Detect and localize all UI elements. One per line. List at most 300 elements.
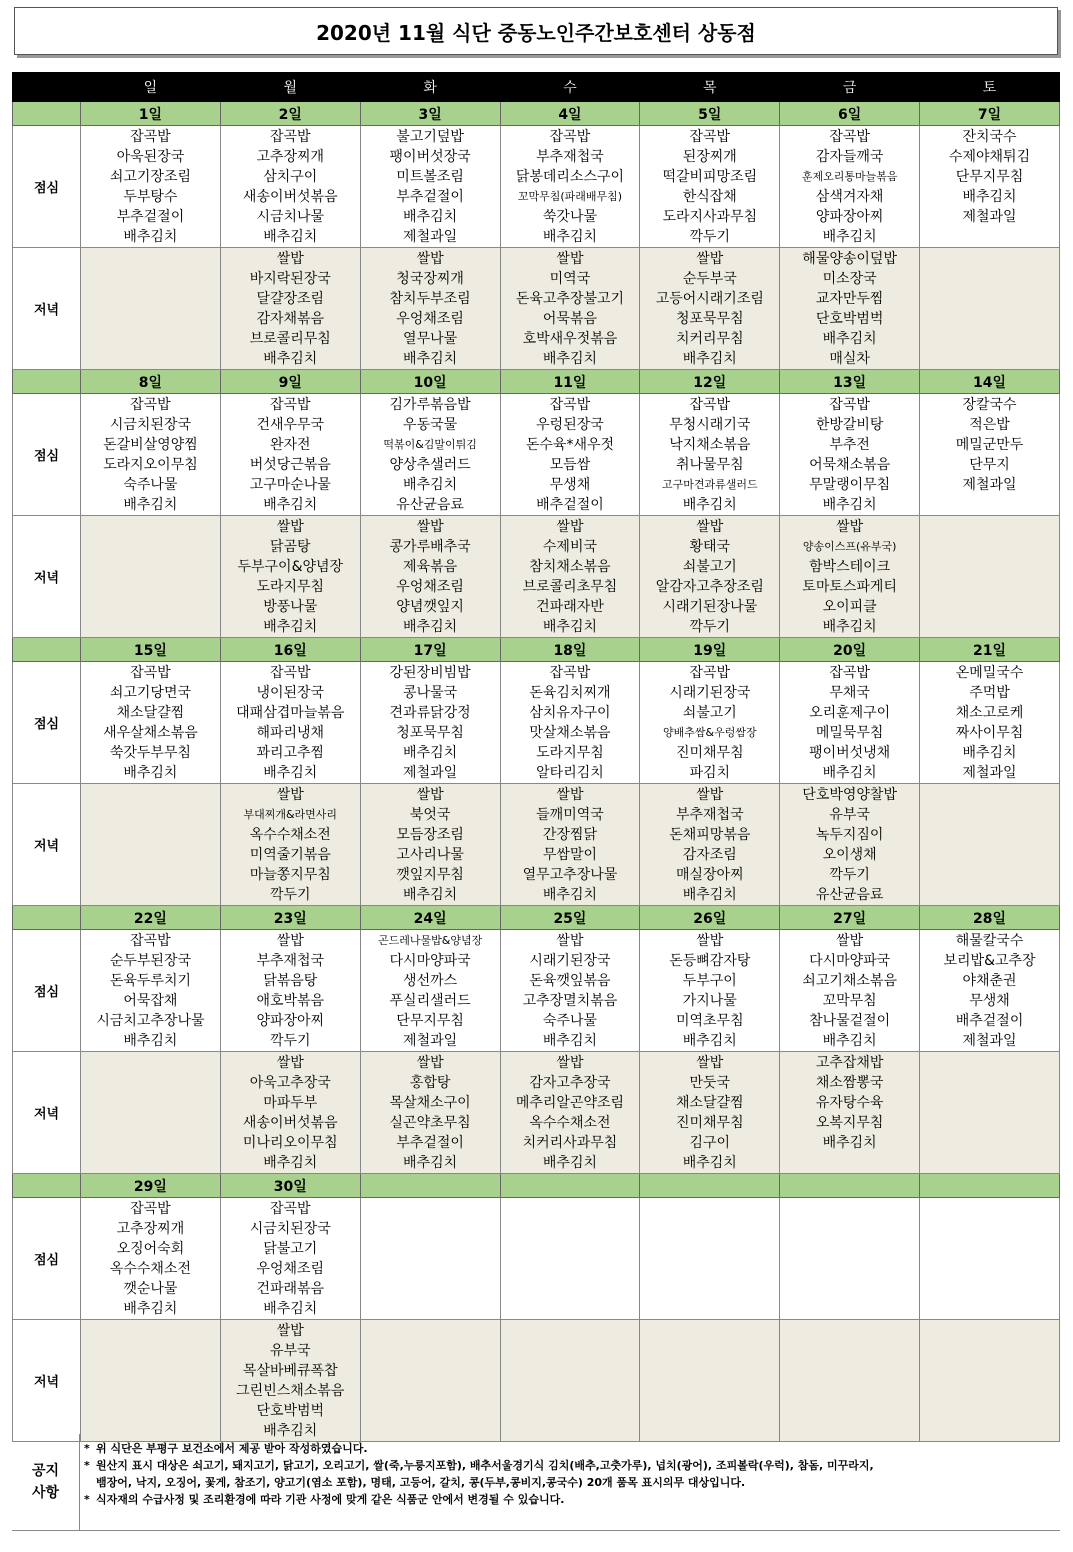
menu-item: 청포묵무침	[396, 725, 464, 741]
menu-item: 배추김치	[542, 619, 597, 635]
date-cell	[920, 1174, 1060, 1198]
lunch-cell	[220, 930, 360, 1052]
menu-item-list	[501, 662, 640, 783]
menu-item: 어묵잡채	[123, 993, 178, 1009]
menu-item: 배추김치	[822, 619, 877, 635]
menu-item-list	[640, 516, 779, 637]
lunch-cell	[920, 662, 1060, 784]
menu-item: 새송이버섯볶음	[242, 189, 338, 205]
dinner-label: 저녁	[13, 248, 81, 370]
menu-item-list	[780, 394, 919, 515]
lunch-cell	[360, 930, 500, 1052]
dinner-cell	[780, 784, 920, 906]
date-cell: 18일	[500, 638, 640, 662]
menu-item: 쌀밥	[696, 519, 724, 535]
menu-item-list	[361, 394, 500, 515]
menu-item: 김구이	[689, 1135, 731, 1151]
menu-item: 잡곡밥	[269, 1201, 311, 1217]
menu-item: 두부구이	[682, 973, 737, 989]
menu-item: 배추김치	[822, 765, 877, 781]
menu-item-list	[920, 394, 1059, 495]
dinner-cell	[920, 1052, 1060, 1174]
dinner-cell	[920, 516, 1060, 638]
lunch-label: 점심	[13, 1198, 81, 1320]
menu-item: 장칼국수	[962, 397, 1017, 413]
lunch-cell	[780, 930, 920, 1052]
dinner-cell	[920, 784, 1060, 906]
menu-item: 도라지사과무침	[662, 209, 758, 225]
menu-item: 배추김치	[403, 477, 458, 493]
menu-item: 곤드레나물밥&양념장	[378, 934, 483, 947]
menu-item-list	[501, 1198, 640, 1199]
dinner-row	[13, 784, 1060, 906]
menu-item: 잡곡밥	[829, 397, 870, 413]
date-cell: 9일	[220, 370, 360, 394]
dinner-cell	[220, 248, 360, 370]
notice-bullet: *	[84, 1459, 90, 1472]
menu-item: 잡곡밥	[829, 665, 870, 681]
menu-item-list	[920, 516, 1059, 517]
weekday-header: 수	[500, 73, 640, 102]
menu-item-list	[81, 1052, 220, 1053]
menu-item: 청포묵무침	[675, 311, 744, 327]
menu-item: 두부탕수	[123, 189, 178, 205]
menu-item: 오징어숙회	[116, 1241, 185, 1257]
date-cell: 5일	[640, 102, 780, 126]
menu-item: 채소달걀찜	[116, 705, 185, 721]
date-cell: 8일	[81, 370, 221, 394]
menu-item: 깍두기	[689, 619, 731, 635]
menu-item: 쌀밥	[696, 787, 724, 803]
dinner-row	[13, 248, 1060, 370]
menu-item: 파김치	[689, 765, 731, 781]
notice-text: 위 식단은 부평구 보건소에서 제공 받아 작성하였습니다.	[96, 1442, 368, 1455]
menu-item: 치커리무침	[675, 331, 744, 347]
lunch-row	[13, 126, 1060, 248]
notice-label-line: 공지	[31, 1463, 60, 1479]
menu-item: 메밀묵무침	[815, 725, 884, 741]
menu-item: 오리훈제구이	[809, 705, 891, 721]
menu-item: 해파리냉채	[256, 725, 325, 741]
menu-item-list	[501, 516, 640, 637]
menu-item-list	[81, 784, 220, 785]
menu-item: 쌀밥	[276, 787, 304, 803]
menu-item: 온메밀국수	[955, 665, 1024, 681]
menu-item-list	[81, 126, 220, 247]
menu-item: 양념깻잎지	[396, 599, 464, 615]
menu-item: 깍두기	[689, 229, 731, 245]
dinner-cell	[360, 784, 500, 906]
menu-item: 감자고추장국	[529, 1075, 611, 1091]
menu-item-list	[221, 784, 360, 905]
menu-item-list	[780, 930, 919, 1051]
notice-item	[80, 1440, 1055, 1457]
menu-item-list	[221, 1320, 360, 1441]
menu-item: 건새우무국	[256, 417, 325, 433]
menu-item: 호박새우젓볶음	[522, 331, 618, 347]
menu-item: 쇠불고기	[682, 559, 737, 575]
menu-item: 잡곡밥	[269, 665, 311, 681]
menu-item: 우동국물	[403, 417, 458, 433]
menu-item: 쇠고기채소볶음	[802, 973, 897, 989]
menu-item-list	[780, 1320, 919, 1321]
menu-item: 시금치고추장나물	[96, 1013, 205, 1029]
dinner-row	[13, 1320, 1060, 1442]
menu-item: 배추김치	[123, 497, 178, 513]
date-cell: 23일	[220, 906, 360, 930]
notice-text: 원산지 표시 대상은 쇠고기, 돼지고기, 닭고기, 오리고기, 쌀(죽,누룽지포함), 배추서울경기식 김치(배추,고춧가루), 넙치(광어), 조피볼락(우럭), 참돔, 미꾸라지,	[96, 1459, 874, 1472]
menu-item: 달걀장조림	[256, 291, 325, 307]
menu-item: 맛살채소볶음	[529, 725, 611, 741]
menu-item: 해물칼국수	[955, 933, 1024, 949]
menu-item-list	[920, 930, 1059, 1051]
menu-item-list	[920, 126, 1059, 227]
date-cell	[640, 1174, 780, 1198]
menu-item-list	[780, 1052, 919, 1153]
menu-item-list	[361, 662, 500, 783]
menu-item-list	[920, 248, 1059, 249]
menu-item: 무말랭이무침	[809, 477, 891, 493]
notice-label-line: 사항	[31, 1485, 60, 1501]
lunch-label: 점심	[13, 394, 81, 516]
menu-item: 마파두부	[263, 1095, 318, 1111]
date-cell: 20일	[780, 638, 920, 662]
menu-item: 미소장국	[822, 271, 877, 287]
menu-item: 낙지채소볶음	[669, 437, 751, 453]
date-cell	[500, 1174, 640, 1198]
lunch-cell	[81, 662, 221, 784]
lunch-cell	[640, 1198, 780, 1320]
menu-item-list	[501, 1052, 640, 1173]
dinner-cell	[780, 516, 920, 638]
menu-item: 닭불고기	[263, 1241, 318, 1257]
menu-item: 수제야채튀김	[948, 149, 1031, 165]
menu-item: 아욱된장국	[116, 149, 185, 165]
menu-item: 모듬장조림	[396, 827, 464, 843]
date-cell: 1일	[81, 102, 221, 126]
dinner-cell	[81, 1320, 221, 1442]
menu-item: 다시마양파국	[389, 953, 471, 969]
lunch-cell	[220, 394, 360, 516]
menu-item: 도라지오이무침	[103, 457, 198, 473]
lunch-row	[13, 394, 1060, 516]
menu-item: 우엉채조림	[396, 311, 464, 327]
menu-item: 제철과일	[962, 765, 1017, 781]
dinner-cell	[920, 248, 1060, 370]
date-cell: 11일	[500, 370, 640, 394]
menu-item-list	[361, 1052, 500, 1173]
menu-item: 배추겉절이	[955, 1013, 1024, 1029]
menu-item: 양상추샐러드	[389, 457, 471, 473]
date-row	[13, 638, 1060, 662]
menu-item: 유부국	[269, 1343, 311, 1359]
menu-item: 깍두기	[269, 887, 311, 903]
lunch-cell	[640, 394, 780, 516]
date-cell: 2일	[220, 102, 360, 126]
menu-item: 배추김치	[123, 1033, 178, 1049]
menu-item: 돈육깻잎볶음	[529, 973, 611, 989]
menu-item: 배추김치	[123, 765, 178, 781]
weekday-header: 화	[360, 73, 500, 102]
menu-item: 돈수육*새우젓	[525, 437, 615, 453]
menu-item: 부대찌개&라면사리	[243, 808, 338, 821]
lunch-label: 점심	[13, 930, 81, 1052]
date-cell: 27일	[780, 906, 920, 930]
menu-item: 다시마양파국	[809, 953, 891, 969]
menu-item: 삼치유자구이	[529, 705, 611, 721]
menu-item: 돈등뼈감자탕	[669, 953, 751, 969]
notice-item-continued	[80, 1474, 1055, 1491]
date-cell: 24일	[360, 906, 500, 930]
menu-item: 진미채무침	[675, 1115, 744, 1131]
menu-item-list	[640, 248, 779, 369]
menu-item: 옥수수채소전	[529, 1115, 611, 1131]
menu-item: 숙주나물	[542, 1013, 597, 1029]
menu-item: 간장찜닭	[542, 827, 597, 843]
menu-item: 열무나물	[403, 331, 458, 347]
menu-item: 쌀밥	[276, 1323, 304, 1339]
menu-item: 쌀밥	[416, 251, 444, 267]
menu-item: 배추김치	[263, 619, 318, 635]
menu-item: 배추김치	[263, 1301, 318, 1317]
menu-item: 메밀군만두	[955, 437, 1024, 453]
weekday-header: 일	[81, 73, 221, 102]
menu-item: 콩나물국	[403, 685, 458, 701]
menu-item: 잡곡밥	[549, 665, 591, 681]
menu-item: 애호박볶음	[256, 993, 325, 1009]
date-cell: 16일	[220, 638, 360, 662]
menu-item-list	[920, 662, 1059, 783]
menu-item-list	[81, 248, 220, 249]
lunch-cell	[920, 126, 1060, 248]
menu-item: 잔치국수	[962, 129, 1017, 145]
lunch-cell	[220, 126, 360, 248]
menu-item: 된장찌개	[682, 149, 737, 165]
dinner-label: 저녁	[13, 1320, 81, 1442]
menu-item-list	[920, 784, 1059, 785]
menu-item-list	[221, 126, 360, 247]
menu-item: 청국장찌개	[396, 271, 464, 287]
menu-item: 한방갈비탕	[815, 417, 884, 433]
menu-item: 가지나물	[682, 993, 737, 1009]
menu-item: 배추김치	[123, 229, 178, 245]
date-cell: 17일	[360, 638, 500, 662]
menu-item: 콩가루배추국	[389, 539, 471, 555]
menu-item: 고추장멸치볶음	[522, 993, 618, 1009]
menu-item: 쌀밥	[696, 251, 724, 267]
menu-item: 배추김치	[822, 1135, 877, 1151]
menu-item-list	[221, 1198, 360, 1319]
menu-item-list	[81, 930, 220, 1051]
menu-item: 건파래자반	[536, 599, 604, 615]
menu-item: 참나물겉절이	[809, 1013, 891, 1029]
date-cell: 25일	[500, 906, 640, 930]
menu-item: 돈채피망볶음	[669, 827, 751, 843]
lunch-cell	[360, 394, 500, 516]
date-cell: 6일	[780, 102, 920, 126]
menu-item: 단무지무침	[955, 169, 1024, 185]
menu-item: 보리밥&고추장	[943, 953, 1036, 969]
menu-item: 배추김치	[822, 229, 877, 245]
menu-item: 미역국	[549, 271, 591, 287]
menu-item: 배추김치	[822, 1033, 877, 1049]
menu-item: 미역초무침	[675, 1013, 744, 1029]
lunch-cell	[220, 662, 360, 784]
menu-item: 쌀밥	[556, 787, 584, 803]
dinner-label: 저녁	[13, 1052, 81, 1174]
date-row-corner	[13, 1174, 81, 1198]
menu-item: 쌀밥	[556, 1055, 584, 1071]
dinner-cell	[780, 1320, 920, 1442]
menu-item-list	[501, 1320, 640, 1321]
menu-item: 알감자고추장조림	[655, 579, 764, 595]
lunch-row	[13, 930, 1060, 1052]
date-cell: 10일	[360, 370, 500, 394]
menu-item-list	[640, 930, 779, 1051]
menu-item-list	[81, 394, 220, 515]
menu-item: 무쌈말이	[542, 847, 597, 863]
date-row	[13, 370, 1060, 394]
menu-item: 잡곡밥	[549, 129, 591, 145]
menu-item: 양배추쌈&우렁쌈장	[663, 726, 757, 739]
menu-item: 시래기된장국	[529, 953, 611, 969]
menu-item: 쌀밥	[836, 519, 864, 535]
lunch-cell	[920, 1198, 1060, 1320]
menu-item: 배추김치	[263, 1155, 318, 1171]
menu-item: 시래기된장국	[669, 685, 751, 701]
menu-item: 삼치구이	[263, 169, 318, 185]
menu-item: 옥수수채소전	[249, 827, 331, 843]
menu-item: 주먹밥	[969, 685, 1010, 701]
dinner-cell	[81, 784, 221, 906]
dinner-cell	[780, 248, 920, 370]
menu-item: 도라지무침	[256, 579, 325, 595]
menu-item: 고구마순나물	[249, 477, 331, 493]
date-cell: 13일	[780, 370, 920, 394]
menu-item: 오이피클	[822, 599, 877, 615]
menu-item: 양파장아찌	[256, 1013, 325, 1029]
menu-item: 잡곡밥	[549, 397, 591, 413]
menu-item: 고추잡채밥	[815, 1055, 884, 1071]
menu-item: 훈제오리통마늘볶음	[801, 170, 898, 183]
dinner-cell	[500, 784, 640, 906]
menu-item: 숙주나물	[123, 477, 178, 493]
dinner-cell	[500, 1052, 640, 1174]
date-cell: 7일	[920, 102, 1060, 126]
menu-item: 배추김치	[123, 1301, 178, 1317]
menu-item: 두부구이&양념장	[237, 559, 344, 575]
menu-item: 감자들깨국	[815, 149, 884, 165]
menu-item: 버섯당근볶음	[249, 457, 331, 473]
menu-item: 배추김치	[822, 497, 877, 513]
menu-item: 오복지무침	[815, 1115, 884, 1131]
menu-item-list	[640, 1198, 779, 1199]
menu-item-list	[221, 930, 360, 1051]
menu-item: 배추김치	[962, 745, 1017, 761]
menu-item: 배추김치	[263, 497, 318, 513]
weekday-header: 월	[220, 73, 360, 102]
date-row	[13, 102, 1060, 126]
menu-item: 만둣국	[689, 1075, 731, 1091]
menu-item: 잡곡밥	[689, 397, 731, 413]
lunch-cell	[360, 662, 500, 784]
lunch-label: 점심	[13, 662, 81, 784]
dinner-cell	[220, 1320, 360, 1442]
menu-item: 견과류닭강정	[389, 705, 471, 721]
menu-item: 브로콜리초무침	[522, 579, 618, 595]
menu-item: 제철과일	[962, 477, 1017, 493]
lunch-cell	[640, 930, 780, 1052]
dinner-cell	[500, 248, 640, 370]
menu-item: 배추김치	[962, 189, 1017, 205]
menu-item: 마늘쫑지무침	[249, 867, 331, 883]
menu-item: 쌀밥	[556, 933, 584, 949]
menu-item: 부추겉절이	[116, 209, 185, 225]
menu-item: 브로콜리무침	[249, 331, 331, 347]
menu-item-list	[640, 1320, 779, 1321]
lunch-cell	[500, 394, 640, 516]
lunch-cell	[500, 930, 640, 1052]
date-row	[13, 906, 1060, 930]
menu-item-list	[221, 394, 360, 515]
menu-item: 고등어시래기조림	[655, 291, 764, 307]
menu-item: 채소짬뽕국	[815, 1075, 884, 1091]
menu-item: 함박스테이크	[809, 559, 891, 575]
menu-item: 쑥갓나물	[542, 209, 597, 225]
menu-item: 꼬막무침(파래배무침)	[517, 190, 623, 203]
menu-item: 황태국	[689, 539, 731, 555]
menu-item: 야채춘권	[962, 973, 1017, 989]
menu-item-list	[780, 516, 919, 637]
menu-item: 잡곡밥	[269, 129, 311, 145]
menu-item: 떡볶이&김말이튀김	[383, 438, 477, 451]
menu-item: 매실차	[829, 351, 870, 367]
date-cell: 14일	[920, 370, 1060, 394]
menu-item: 단무지	[969, 457, 1010, 473]
menu-item: 우엉채조림	[396, 579, 464, 595]
menu-item: 새우살채소볶음	[103, 725, 198, 741]
menu-item: 쑥갓두부무침	[109, 745, 191, 761]
menu-item: 고추장찌개	[256, 149, 325, 165]
menu-item-list	[920, 1052, 1059, 1053]
menu-item: 무생채	[969, 993, 1010, 1009]
date-cell	[780, 1174, 920, 1198]
menu-item-list	[780, 784, 919, 905]
menu-item: 부추겉절이	[396, 189, 464, 205]
dinner-cell	[640, 248, 780, 370]
menu-item: 우렁된장국	[536, 417, 604, 433]
dinner-cell	[780, 1052, 920, 1174]
menu-item: 알타리김치	[536, 765, 604, 781]
menu-item: 생선까스	[403, 973, 458, 989]
date-cell: 22일	[81, 906, 221, 930]
menu-item: 새송이버섯볶음	[242, 1115, 338, 1131]
dinner-row	[13, 516, 1060, 638]
menu-item: 배추김치	[403, 1155, 458, 1171]
menu-item: 수제비국	[542, 539, 597, 555]
menu-item: 배추김치	[822, 331, 877, 347]
menu-item: 고구마견과류샐러드	[661, 478, 758, 491]
date-cell: 30일	[220, 1174, 360, 1198]
menu-item: 깍두기	[269, 1033, 311, 1049]
menu-item: 부추겉절이	[396, 1135, 464, 1151]
menu-item: 쇠불고기	[682, 705, 737, 721]
date-cell: 3일	[360, 102, 500, 126]
dinner-cell	[220, 516, 360, 638]
menu-item-list	[780, 126, 919, 247]
lunch-cell	[220, 1198, 360, 1320]
menu-item: 고추장찌개	[116, 1221, 185, 1237]
